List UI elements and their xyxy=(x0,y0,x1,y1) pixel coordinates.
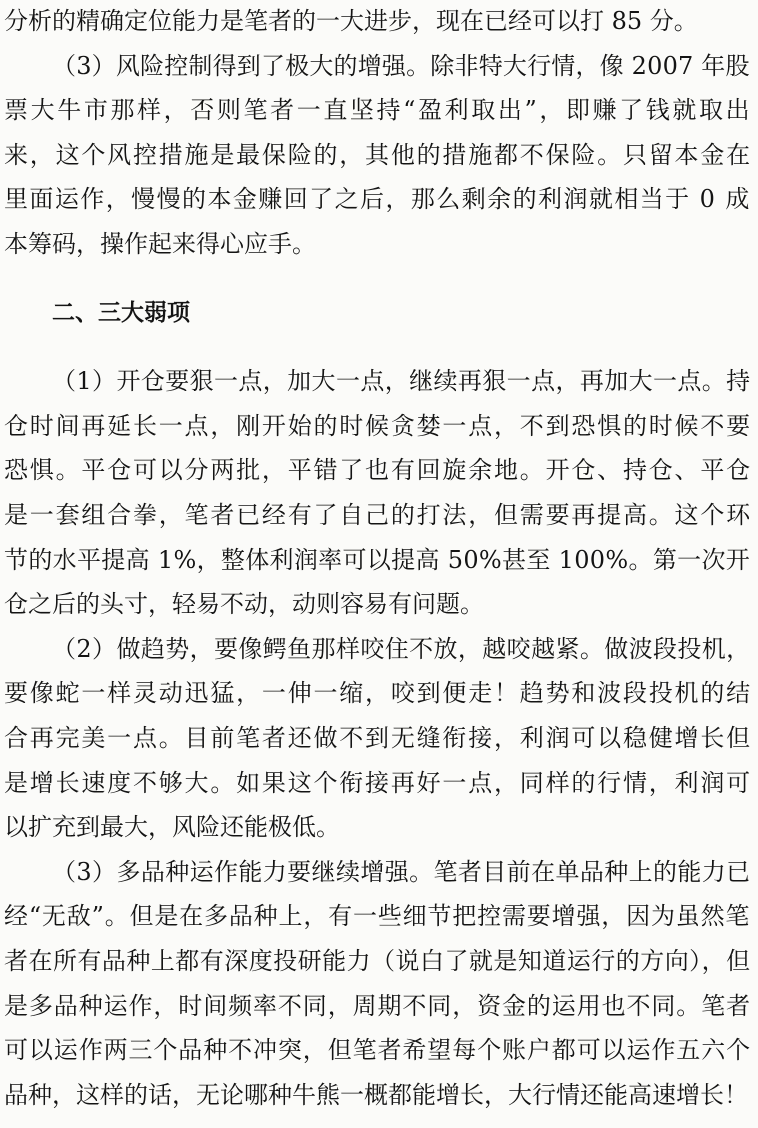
text-line: 经“无敌”。但是在多品种上，有一些细节把控需要增强，因为虽然笔 xyxy=(4,902,751,930)
text-line: （3）风险控制得到了极大的增强。除非特大行情，像 2007 年股 xyxy=(52,52,750,80)
text-line: （1）开仓要狠一点，加大一点，继续再狠一点，再加大一点。持 xyxy=(52,367,751,395)
text-line: 恐惧。平仓可以分两批，平错了也有回旋余地。开仓、持仓、平仓 xyxy=(4,456,752,484)
text-line: 本筹码，操作起来得心应手。 xyxy=(4,230,316,258)
text-line: （3）多品种运作能力要继续增强。笔者目前在单品种上的能力已 xyxy=(52,858,751,886)
text-line: 以扩充到最大，风险还能极低。 xyxy=(4,813,340,841)
text-line: 合再完美一点。目前笔者还做不到无缝衔接，利润可以稳健增长但 xyxy=(4,724,752,752)
text-line: 是一套组合拳，笔者已经有了自己的打法，但需要再提高。这个环 xyxy=(4,501,752,529)
text-line: 节的水平提高 1%，整体利润率可以提高 50%甚至 100%。第一次开 xyxy=(4,546,751,574)
text-line: 者在所有品种上都有深度投研能力（说白了就是知道运行的方向），但 xyxy=(4,947,751,975)
text-line: 要像蛇一样灵动迅猛，一伸一缩，咬到便走！趋势和波段投机的结 xyxy=(4,679,752,707)
text-line: 是多品种运作，时间频率不同，周期不同，资金的运用也不同。笔者 xyxy=(4,992,751,1020)
text-line: 可以运作两三个品种不冲突，但笔者希望每个账户都可以运作五六个 xyxy=(4,1036,751,1064)
text-line: 是增长速度不够大。如果这个衔接再好一点，同样的行情，利润可 xyxy=(4,769,752,797)
text-line: 里面运作，慢慢的本金赚回了之后，那么剩余的利润就相当于 0 成 xyxy=(4,185,751,213)
text-line: 分析的精确定位能力是笔者的一大进步，现在已经可以打 85 分。 xyxy=(4,7,698,35)
text-line: 仓时间再延长一点，刚开始的时候贪婪一点，不到恐惧的时候不要 xyxy=(4,412,752,440)
text-line: 仓之后的头寸，轻易不动，动则容易有问题。 xyxy=(4,590,484,618)
text-line: （2）做趋势，要像鳄鱼那样咬住不放，越咬越紧。做波段投机， xyxy=(52,635,751,663)
text-line: 来，这个风控措施是最保险的，其他的措施都不保险。只留本金在 xyxy=(4,141,752,169)
section-heading: 二、三大弱项 xyxy=(52,300,190,326)
text-line: 品种，这样的话，无论哪种牛熊一概都能增长，大行情还能高速增长！ xyxy=(4,1081,748,1109)
text-line: 票大牛市那样，否则笔者一直坚持“盈利取出”，即赚了钱就取出 xyxy=(4,96,753,124)
